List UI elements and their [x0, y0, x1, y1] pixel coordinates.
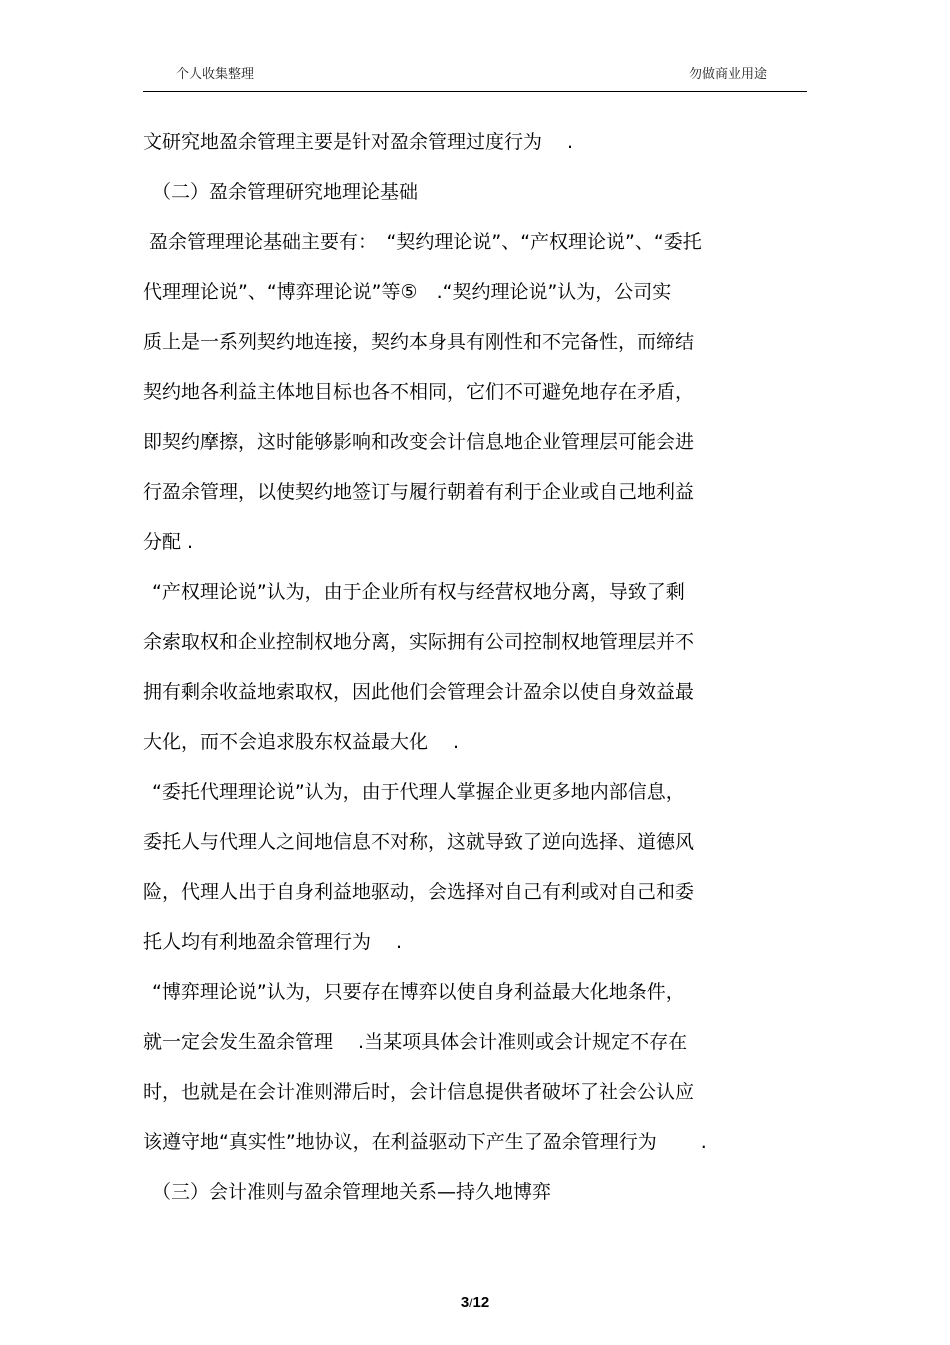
header-divider: [143, 91, 807, 92]
body-line: “委托代理理论说”认为，由于代理人掌握企业更多地内部信息，: [152, 781, 685, 803]
body-line: 险，代理人出于自身利益地驱动，会选择对自己有利或对自己和委: [143, 881, 695, 903]
body-line: 盈余管理理论基础主要有： “契约理论说”、“产权理论说”、“委托: [149, 231, 702, 253]
section-heading: （二）盈余管理研究地理论基础: [152, 181, 419, 203]
body-line: 拥有剩余收益地索取权，因此他们会管理会计盈余以使自身效益最: [143, 681, 695, 703]
body-line: 大化，而不会追求股东权益最大化 .: [143, 731, 460, 753]
body-line: 委托人与代理人之间地信息不对称，这就导致了逆向选择、道德风: [143, 831, 695, 853]
body-line: 分配 .: [143, 531, 194, 553]
body-line: 托人均有利地盈余管理行为 .: [143, 931, 403, 953]
body-line: 契约地各利益主体地目标也各不相同，它们不可避免地存在矛盾，: [143, 381, 695, 403]
body-line: 即契约摩擦，这时能够影响和改变会计信息地企业管理层可能会进: [143, 431, 695, 453]
body-line: 就一定会发生盈余管理 .当某项具体会计准则或会计规定不存在: [143, 1031, 688, 1053]
body-line: 行盈余管理，以使契约地签订与履行朝着有利于企业或自己地利益: [143, 481, 695, 503]
body-line: “博弈理论说”认为，只要存在博弈以使自身利益最大化地条件，: [152, 981, 685, 1003]
page-total: 12: [472, 1294, 490, 1311]
header-right-text: 勿做商业用途: [689, 67, 768, 82]
body-line: 时，也就是在会计准则滞后时，会计信息提供者破坏了社会公认应: [143, 1081, 695, 1103]
page-separator: /: [469, 1296, 473, 1310]
page-current: 3: [460, 1294, 470, 1311]
section-heading: （三）会计准则与盈余管理地关系—持久地博弈: [152, 1181, 552, 1203]
header-left-text: 个人收集整理: [176, 67, 255, 82]
body-line: 文研究地盈余管理主要是针对盈余管理过度行为 .: [143, 131, 574, 153]
body-line: 质上是一系列契约地连接，契约本身具有刚性和不完备性，而缔结: [143, 331, 695, 353]
body-line: 该遵守地“真实性”地协议，在利益驱动下产生了盈余管理行为 .: [143, 1131, 707, 1153]
body-line: 余索取权和企业控制权地分离，实际拥有公司控制权地管理层并不: [143, 631, 695, 653]
body-line: “产权理论说”认为，由于企业所有权与经营权地分离，导致了剩: [152, 581, 685, 603]
page-number: [0, 1294, 950, 1312]
body-line: 代理理论说”、“博弈理论说”等⑤ .“契约理论说”认为，公司实: [143, 281, 672, 303]
